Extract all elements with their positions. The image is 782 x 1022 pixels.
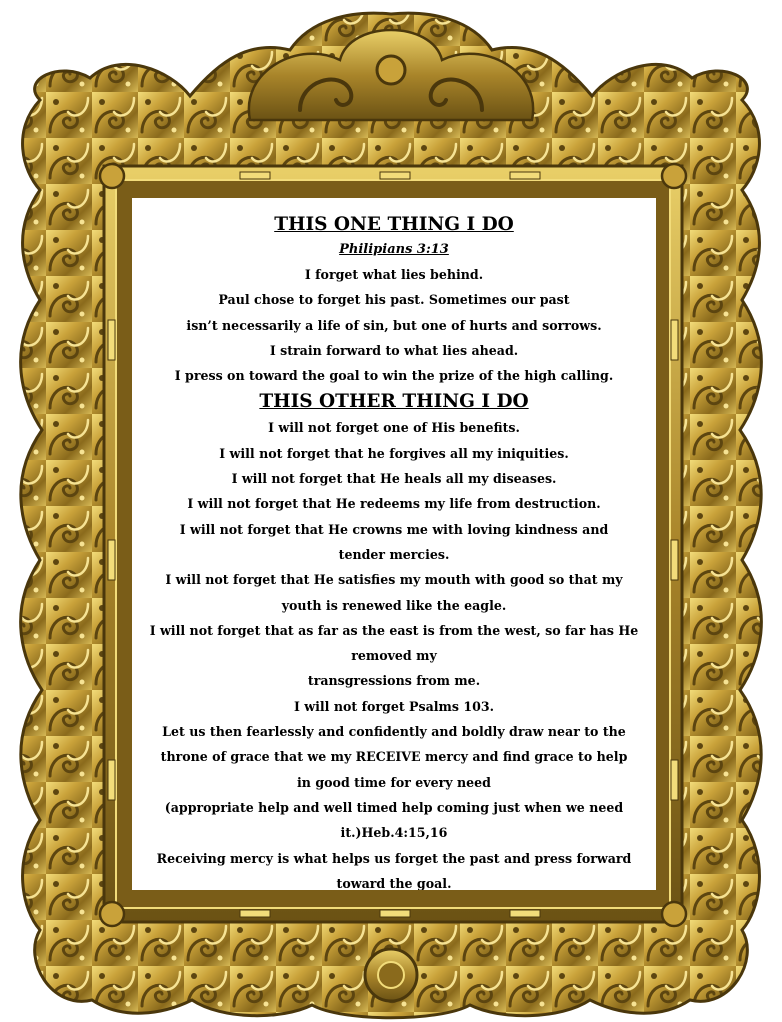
section-title: THIS OTHER THING I DO: [259, 391, 529, 413]
poem-line: it.)Heb.4:15,16: [340, 825, 448, 841]
poem-line: tender mercies.: [338, 546, 450, 562]
poem-line: I forget what lies behind.: [304, 267, 484, 282]
poem-text: [132, 212, 656, 890]
poem-line: (appropriate help and well timed help coming just when we need: [164, 799, 624, 815]
poem-line: I will not forget that he forgives all my iniquities.: [219, 445, 569, 461]
poem-line: I will not forget that He heals all my diseases.: [231, 471, 557, 487]
poem-line: I press on toward the goal to win the prize of the high calling.: [174, 368, 614, 384]
poem-line: I will not forget Psalms 103.: [293, 698, 495, 714]
poem-line: Let us then fearlessly and confidently and boldly draw near to the: [162, 724, 626, 740]
poem-line: I will not forget that He satisfies my mouth with good so that my: [165, 572, 623, 588]
poem-line: toward the goal.: [336, 875, 452, 890]
scripture-reference: Philipians 3:13: [339, 242, 449, 257]
poem-line: in good time for every need: [297, 774, 491, 790]
poem-line: youth is renewed like the eagle.: [281, 597, 507, 613]
poem-line: transgressions from me.: [307, 673, 481, 689]
text-panel: [132, 198, 656, 890]
poem-line: removed my: [351, 648, 437, 664]
poem-title: THIS ONE THING I DO: [274, 214, 514, 235]
poem-line: Paul chose to forget his past. Sometimes our past: [218, 292, 570, 308]
poem-line: Receiving mercy is what helps us forget the past and press forward: [156, 850, 632, 866]
poem-line: I strain forward to what lies ahead.: [269, 342, 519, 358]
poem-line: I will not forget one of His benefits.: [268, 420, 520, 436]
poem-line: I will not forget that He redeems my life from destruction.: [187, 496, 601, 512]
poem-line: throne of grace that we my RECEIVE mercy and find grace to help: [160, 749, 628, 765]
poem-line: I will not forget that He crowns me with loving kindness and: [179, 521, 609, 537]
poem-line: isn’t necessarily a life of sin, but one of hurts and sorrows.: [186, 317, 602, 333]
poem-line: I will not forget that as far as the east is from the west, so far has He: [149, 622, 639, 638]
